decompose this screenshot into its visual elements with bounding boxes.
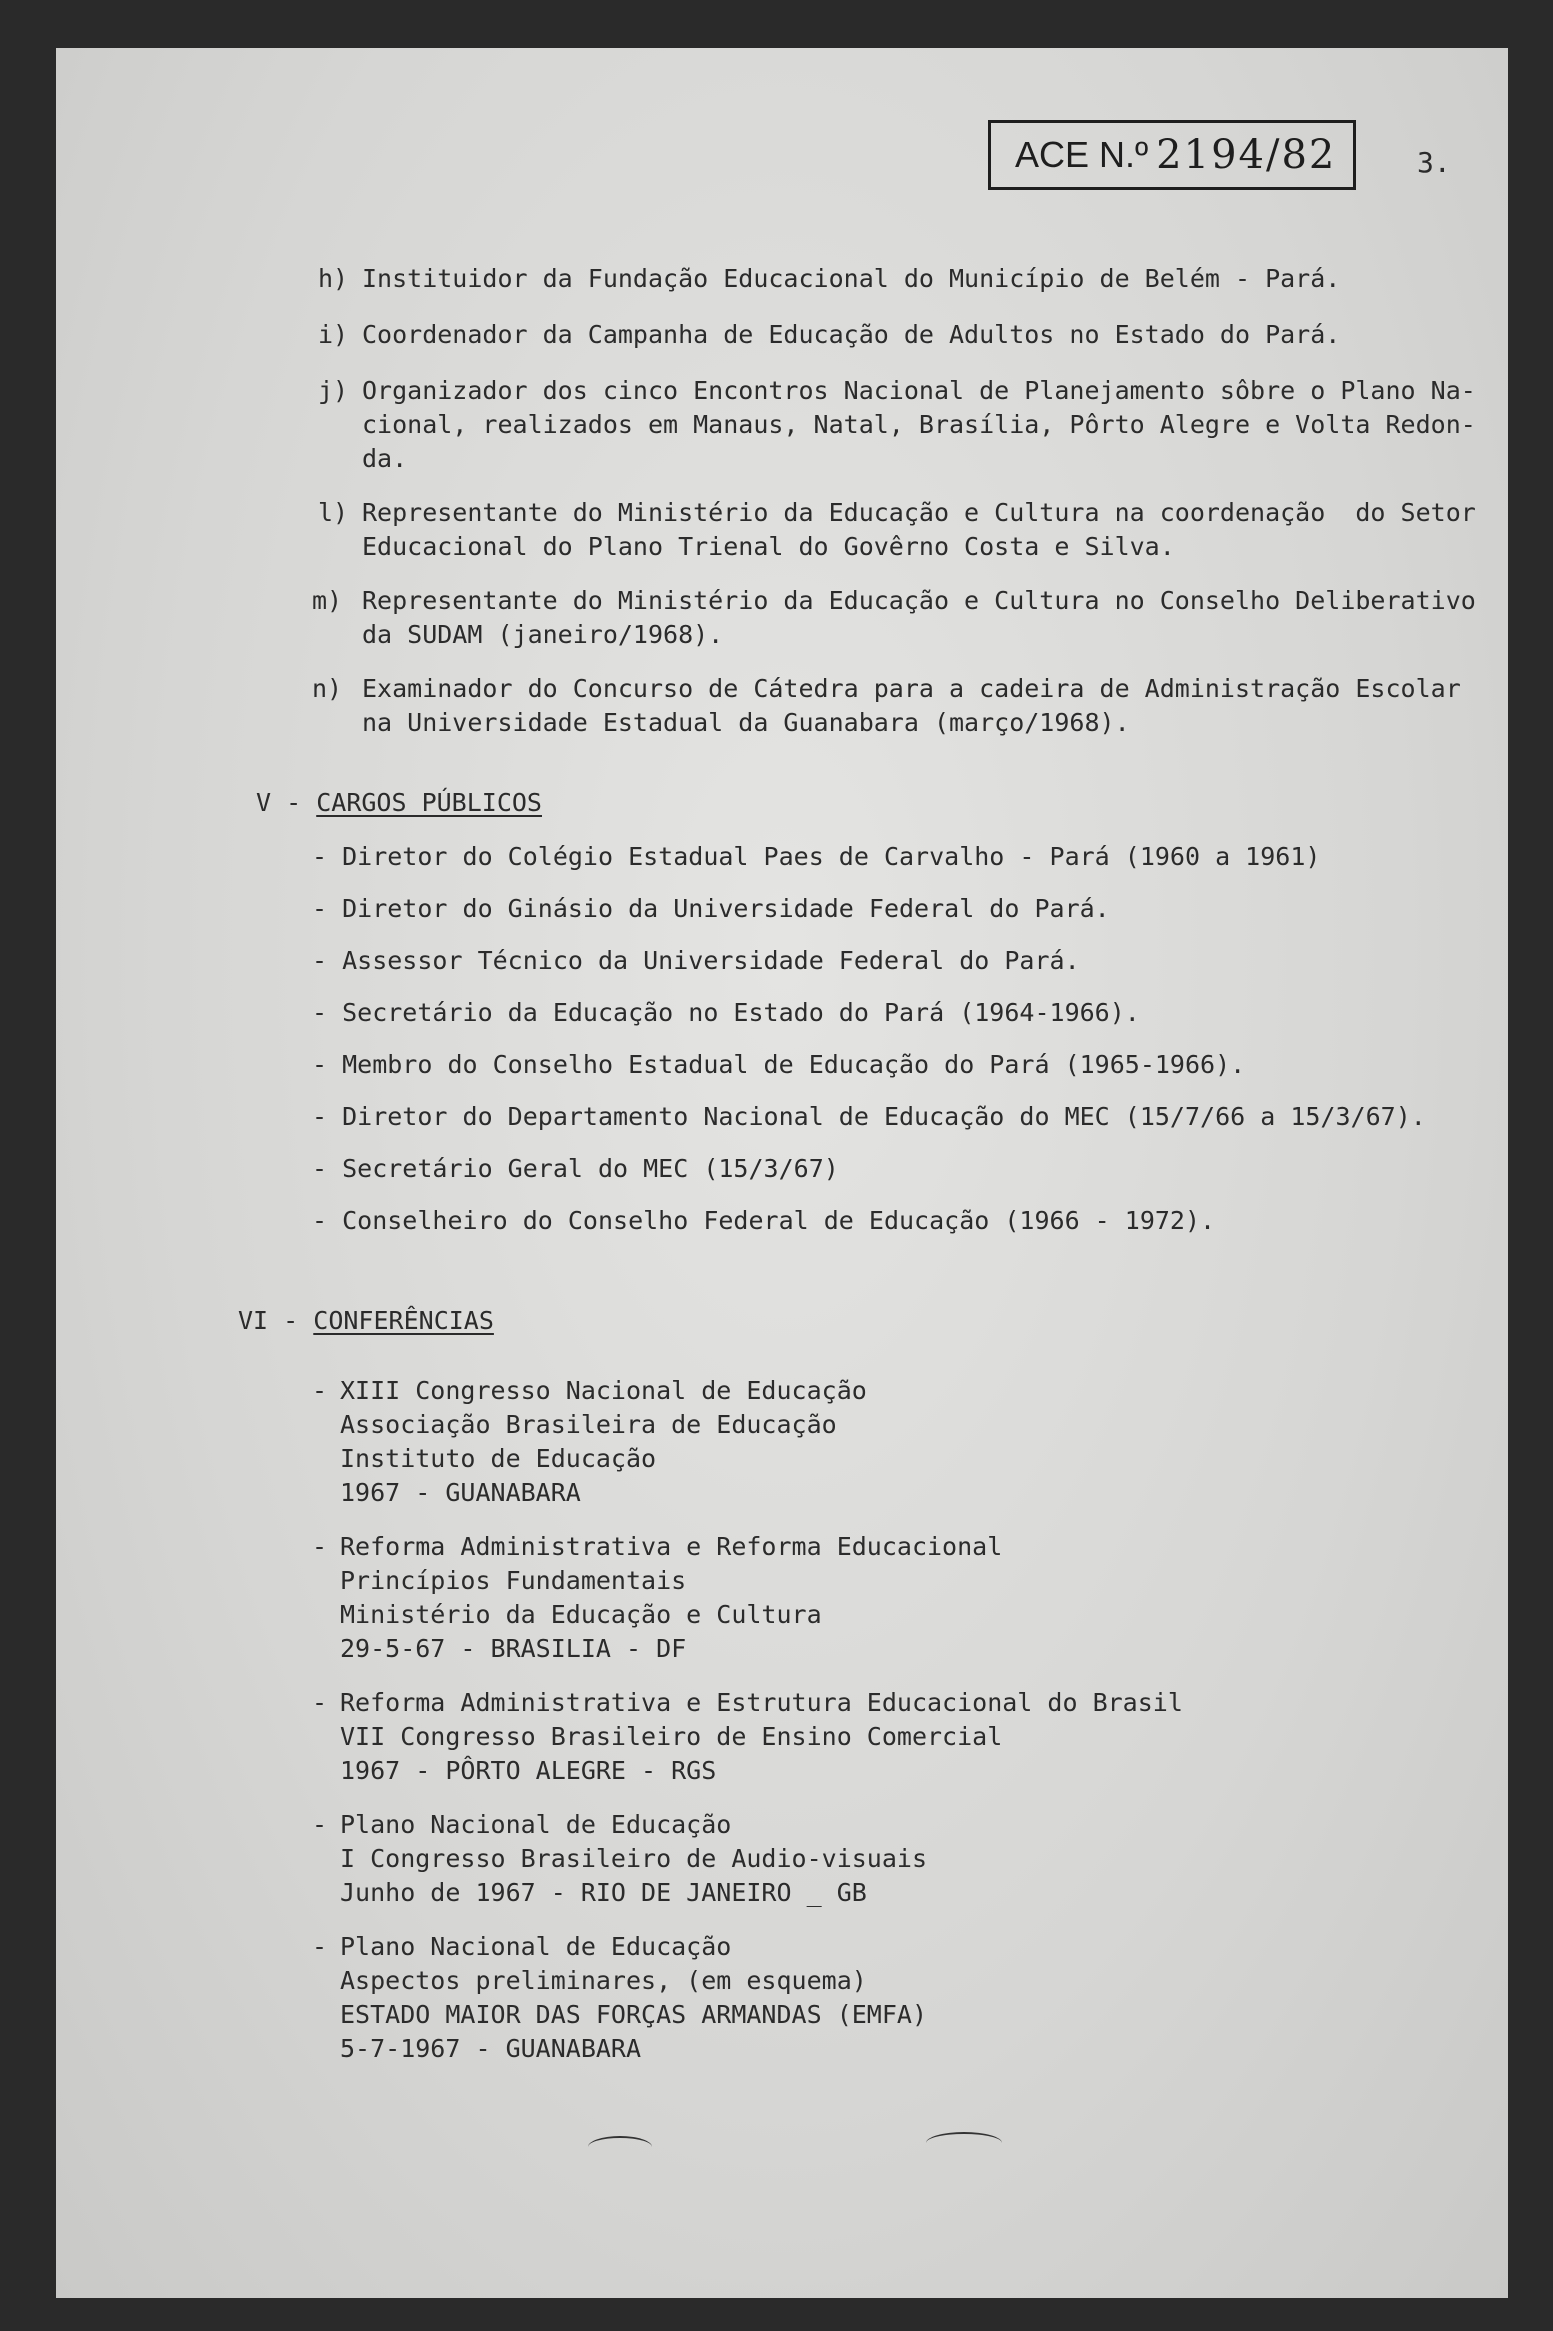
section-title: CARGOS PÚBLICOS [316, 788, 542, 817]
item-line: Instituidor da Fundação Educacional do Município de Belém - Pará. [362, 264, 1341, 293]
list-item: - Conselheiro do Conselho Federal de Educação (1966 - 1972). [312, 1206, 1216, 1235]
list-bullet: - [312, 1688, 328, 1717]
conference-line: XIII Congresso Nacional de Educação [340, 1376, 867, 1405]
conference-line: Reforma Administrativa e Estrutura Educacional do Brasil [340, 1688, 1183, 1717]
item-label: i) [318, 320, 349, 349]
item-label: n) [312, 674, 343, 703]
list-item: - Diretor do Colégio Estadual Paes de Carvalho - Pará (1960 a 1961) [312, 842, 1321, 871]
conference-line: Instituto de Educação [340, 1444, 657, 1473]
item-label: m) [312, 586, 343, 615]
item-line: Representante do Ministério da Educação e Cultura no Conselho Deliberativo [362, 586, 1476, 615]
item-line: cional, realizados em Manaus, Natal, Brasília, Pôrto Alegre e Volta Redon- [362, 410, 1476, 439]
list-item: - Diretor do Ginásio da Universidade Federal do Pará. [312, 894, 1110, 923]
conference-line: Princípios Fundamentais [340, 1566, 687, 1595]
conference-line: VII Congresso Brasileiro de Ensino Comercial [340, 1722, 1003, 1751]
section-heading [238, 1304, 494, 1338]
page-number: 3. [1417, 146, 1451, 179]
stamp-number: 2194/82 [1156, 132, 1337, 178]
conference-line: Associação Brasileira de Educação [340, 1410, 837, 1439]
conference-line: Reforma Administrativa e Reforma Educacional [340, 1532, 1003, 1561]
conference-line: 1967 - GUANABARA [340, 1478, 581, 1507]
list-item: - Secretário Geral do MEC (15/3/67) [312, 1154, 839, 1183]
conference-line: Plano Nacional de Educação [340, 1932, 732, 1961]
item-line: Representante do Ministério da Educação e Cultura na coordenação do Setor [362, 498, 1476, 527]
item-line: da. [362, 444, 408, 473]
list-bullet: - [312, 1532, 328, 1561]
list-item: - Secretário da Educação no Estado do Pará (1964-1966). [312, 998, 1140, 1027]
item-line: Organizador dos cinco Encontros Nacional de Planejamento sôbre o Plano Na- [362, 376, 1476, 405]
item-line: Educacional do Plano Trienal do Govêrno Costa e Silva. [362, 532, 1175, 561]
item-line: na Universidade Estadual da Guanabara (março/1968). [362, 708, 1130, 737]
conference-line: ESTADO MAIOR DAS FORÇAS ARMANDAS (EMFA) [340, 2000, 927, 2029]
conference-line: 5-7-1967 - GUANABARA [340, 2034, 642, 2063]
conference-line: Aspectos preliminares, (em esquema) [340, 1966, 867, 1995]
conference-line: Plano Nacional de Educação [340, 1810, 732, 1839]
list-item: - Assessor Técnico da Universidade Federal do Pará. [312, 946, 1080, 975]
stamp-prefix: ACE N.º [1015, 134, 1149, 175]
item-label: j) [318, 376, 349, 405]
conference-line: Junho de 1967 - RIO DE JANEIRO _ GB [340, 1878, 867, 1907]
item-line: da SUDAM (janeiro/1968). [362, 620, 724, 649]
document-number-stamp [988, 120, 1356, 190]
hole-punch-mark [588, 2136, 652, 2158]
hole-punch-mark [926, 2132, 1002, 2154]
item-line: Coordenador da Campanha de Educação de Adultos no Estado do Pará. [362, 320, 1341, 349]
conference-line: 1967 - PÔRTO ALEGRE - RGS [340, 1756, 717, 1785]
item-label: l) [318, 498, 349, 527]
item-line: Examinador do Concurso de Cátedra para a cadeira de Administração Escolar [362, 674, 1461, 703]
list-item: - Membro do Conselho Estadual de Educação do Pará (1965-1966). [312, 1050, 1246, 1079]
list-bullet: - [312, 1376, 328, 1405]
section-numeral: VI - [238, 1306, 299, 1335]
conference-line: 29-5-67 - BRASILIA - DF [340, 1634, 687, 1663]
section-heading [256, 786, 542, 820]
section-title: CONFERÊNCIAS [313, 1306, 494, 1335]
section-numeral: V - [256, 788, 302, 817]
conference-line: Ministério da Educação e Cultura [340, 1600, 822, 1629]
list-bullet: - [312, 1810, 328, 1839]
list-item: - Diretor do Departamento Nacional de Educação do MEC (15/7/66 a 15/3/67). [312, 1102, 1426, 1131]
conference-line: I Congresso Brasileiro de Audio-visuais [340, 1844, 927, 1873]
list-bullet: - [312, 1932, 328, 1961]
item-label: h) [318, 264, 349, 293]
